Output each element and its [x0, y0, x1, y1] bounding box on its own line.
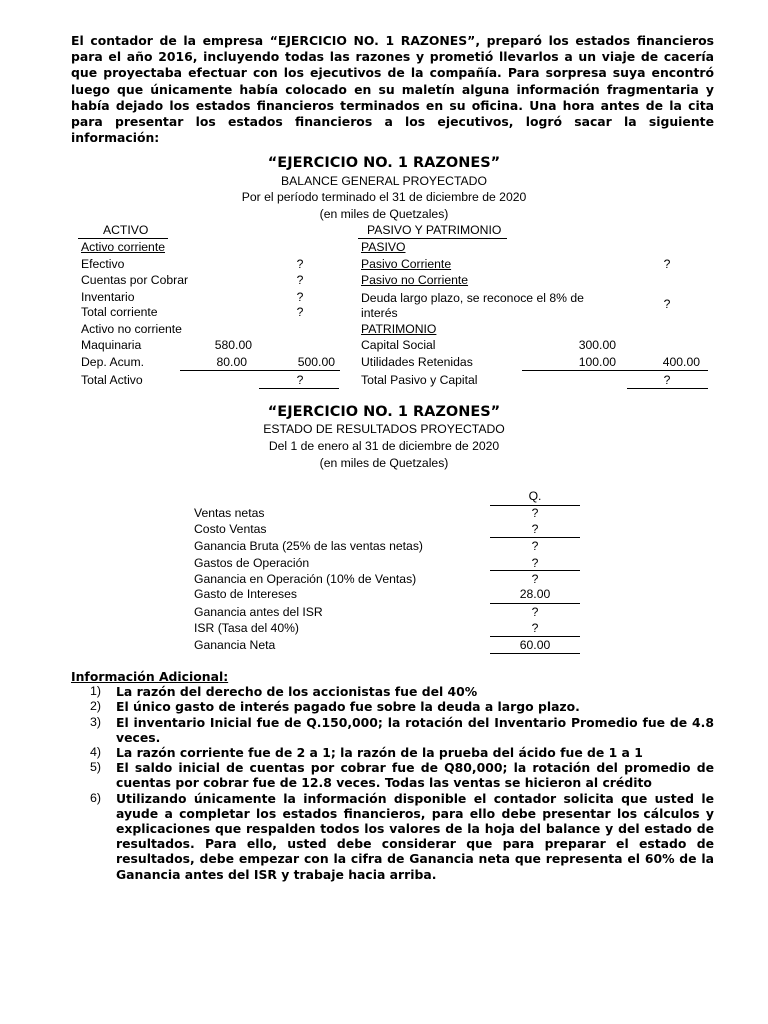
pasivo-corriente-value: ? [663, 257, 671, 271]
total-pasivo-underline [627, 388, 708, 389]
activo-header-rule [78, 238, 168, 239]
activo-corriente-label: Activo corriente [81, 240, 165, 254]
activo-no-corriente-label: Activo no corriente [81, 322, 182, 336]
inventario-value: ? [296, 290, 304, 304]
income-row-value: ? [531, 572, 539, 586]
list-item-number: 2) [90, 699, 102, 714]
list-item [71, 715, 714, 745]
total-activo-label: Total Activo [81, 373, 143, 387]
maquinaria-value: 580.00 [214, 338, 252, 352]
income-row-value: 28.00 [519, 587, 551, 601]
list-item-number: 6) [90, 790, 102, 805]
cxc-value: ? [296, 273, 304, 287]
income-row-label: Ganancia Neta [194, 638, 276, 652]
income-row-label: ISR (Tasa del 40%) [194, 621, 299, 635]
total-activo-rule [180, 370, 340, 371]
income-row-label: Ganancia Bruta (25% de las ventas netas) [194, 539, 423, 553]
income-rule [490, 537, 580, 538]
list-item-number: 3) [90, 714, 102, 729]
total-pasivo-value: ? [663, 373, 671, 387]
income-row-label: Gasto de Intereses [194, 587, 297, 601]
utilidades-value: 100.00 [578, 355, 616, 369]
income-title: “EJERCICIO NO. 1 RAZONES” [267, 404, 501, 420]
list-item-number: 1) [90, 684, 102, 699]
pasivo-label: PASIVO [361, 240, 406, 254]
income-bottom-rule [490, 653, 580, 654]
intro-paragraph: El contador de la empresa “EJERCICIO NO. 1 RAZONES”, preparó los estados financieros para el año 2016, incluyendo todas las razones y prometió llevarlos a un viaje de cacería que proyectaba efectuar con los ejecutivos de la compañía. Para sorpresa suya encontró luego que únicamente había colocado en su maletín alguna información fragmentaria y había dejado los estados financieros terminados en su oficina. Una hora antes de la cita para presentar los estados financieros a los ejecutivos, logró sacar la siguiente información: [71, 33, 714, 146]
additional-info-title: Información Adicional: [71, 669, 229, 684]
capital-social-label: Capital Social [361, 338, 436, 352]
income-row-value: ? [531, 621, 539, 635]
list-item [71, 699, 714, 714]
pasivo-no-corriente-label: Pasivo no Corriente [361, 273, 469, 287]
dep-acum-label: Dep. Acum. [81, 355, 144, 369]
list-item-text: El único gasto de interés pagado fue sobre la deuda a largo plazo. [116, 699, 580, 715]
balance-subtitle: BALANCE GENERAL PROYECTADO [281, 174, 487, 188]
income-row-value: ? [531, 556, 539, 570]
income-subtitle: ESTADO DE RESULTADOS PROYECTADO [263, 422, 505, 436]
income-row-label: Gastos de Operación [194, 556, 310, 570]
capital-social-value: 300.00 [578, 338, 616, 352]
total-activo-underline [259, 388, 339, 389]
list-item [71, 684, 714, 699]
income-rule [490, 570, 580, 571]
patrimonio-total-value: 400.00 [662, 355, 700, 369]
total-pasivo-rule [522, 370, 708, 371]
balance-title: “EJERCICIO NO. 1 RAZONES” [267, 155, 501, 171]
pasivo-corriente-label: Pasivo Corriente [361, 257, 452, 271]
income-period: Del 1 de enero al 31 de diciembre de 2020 [268, 439, 500, 453]
list-item [71, 745, 714, 760]
list-item-number: 5) [90, 760, 102, 775]
deuda-lp-label-line1: Deuda largo plazo, se reconoce el 8% de [361, 291, 584, 305]
income-row-label: Costo Ventas [194, 522, 267, 536]
balance-units: (en miles de Quetzales) [319, 207, 449, 221]
total-activo-value: ? [296, 373, 304, 387]
list-item [71, 791, 714, 882]
total-corriente-label: Total corriente [81, 305, 158, 319]
list-item-text: El saldo inicial de cuentas por cobrar fue de Q80,000; la rotación del promedio de cuentas por cobrar fue de 12.8 veces. Todas las ventas se hicieron al crédito [116, 760, 714, 791]
income-rule [490, 636, 580, 637]
list-item-text: La razón del derecho de los accionistas fue del 40% [116, 684, 478, 700]
cxc-label: Cuentas por Cobrar [81, 273, 189, 287]
maquinaria-label: Maquinaria [81, 338, 142, 352]
additional-info [71, 669, 714, 882]
list-item-text: El inventario Inicial fue de Q.150,000; la rotación del Inventario Promedio fue de 4.8 veces. [116, 714, 714, 745]
list-item-number: 4) [90, 745, 102, 760]
currency-header: Q. [528, 489, 542, 503]
list-item-text: La razón corriente fue de 2 a 1; la razón de la prueba del ácido fue de 1 a 1 [116, 745, 643, 761]
income-row-label: Ganancia antes del ISR [194, 605, 323, 619]
income-row-value: ? [531, 522, 539, 536]
income-row-value: ? [531, 506, 539, 520]
dep-neto-value: 500.00 [297, 355, 335, 369]
income-row-label: Ganancia en Operación (10% de Ventas) [194, 572, 417, 586]
efectivo-label: Efectivo [81, 257, 125, 271]
pasivo-header: PASIVO Y PATRIMONIO [367, 223, 502, 237]
utilidades-label: Utilidades Retenidas [361, 355, 473, 369]
pasivo-header-rule [358, 238, 507, 239]
total-corriente-value: ? [296, 305, 304, 319]
deuda-lp-label-line2: interés [361, 306, 398, 320]
additional-info-list [71, 684, 714, 882]
income-rule [490, 603, 580, 604]
inventario-label: Inventario [81, 290, 135, 304]
efectivo-value: ? [296, 257, 304, 271]
income-row-value: ? [531, 605, 539, 619]
income-row-value: ? [531, 539, 539, 553]
balance-period: Por el período terminado el 31 de diciembre de 2020 [241, 190, 527, 204]
list-item-text: Utilizando únicamente la información disponible el contador solicita que usted le ayude a completar los estados financieros, para ello debe presentar los cálculos y explicaciones que respalden todos los valores de la hoja del balance y del estado de resultados. Para ello, usted debe considerar que para preparar el estado de resultados, debe empezar con la cifra de Ganancia neta que representa el 60% de la Ganancia antes del ISR y trabaje hacia arriba. [116, 790, 714, 882]
list-item [71, 760, 714, 790]
deuda-lp-value: ? [663, 297, 671, 311]
income-units: (en miles de Quetzales) [319, 456, 449, 470]
total-pasivo-label: Total Pasivo y Capital [361, 373, 478, 387]
activo-header: ACTIVO [103, 223, 149, 237]
income-row-value: 60.00 [519, 638, 551, 652]
dep-acum-value: 80.00 [216, 355, 247, 369]
patrimonio-label: PATRIMONIO [361, 322, 437, 336]
income-row-label: Ventas netas [194, 506, 265, 520]
